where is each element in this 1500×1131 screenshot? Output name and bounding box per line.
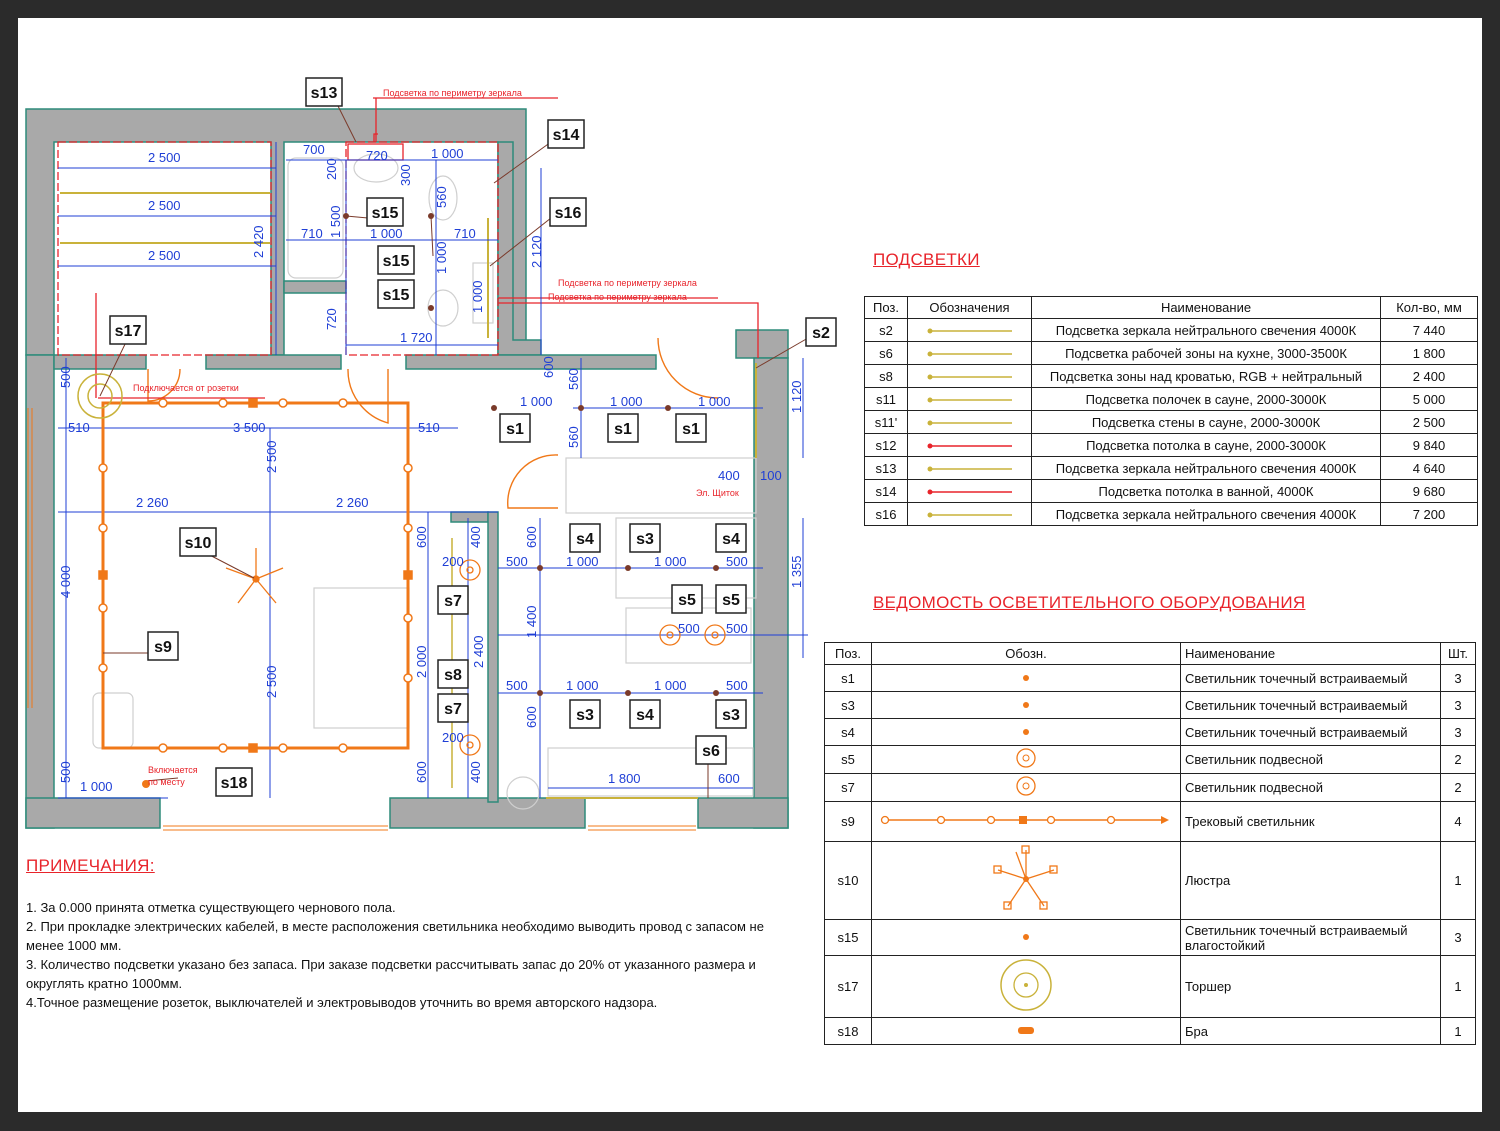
tag-s4 bbox=[716, 524, 746, 552]
tag-s2 bbox=[806, 318, 836, 346]
dimension-label: 560 bbox=[566, 368, 581, 390]
svg-text:s5: s5 bbox=[678, 592, 696, 609]
svg-text:s18: s18 bbox=[220, 775, 248, 792]
dimension-label: 1 000 bbox=[566, 678, 599, 693]
dimension-label: 200 bbox=[442, 554, 464, 569]
dimension-label: 1 000 bbox=[566, 554, 599, 569]
pendant-icon bbox=[872, 774, 1181, 802]
tag-s15 bbox=[378, 246, 414, 274]
dimension-label: 600 bbox=[414, 526, 429, 548]
cell-pos: s17 bbox=[825, 956, 872, 1018]
dimension-label: 510 bbox=[68, 420, 90, 435]
dimension-label: 2 500 bbox=[148, 248, 181, 263]
cell-pos: s2 bbox=[865, 319, 908, 342]
cell-name: Трековый светильник bbox=[1181, 802, 1441, 842]
col-pos: Поз. bbox=[825, 643, 872, 665]
pendant-icon bbox=[872, 746, 1181, 774]
dimension-label: 600 bbox=[541, 356, 556, 378]
dot-icon bbox=[872, 665, 1181, 692]
note-item: 1. За 0.000 принята отметка существующего чернового пола. bbox=[26, 900, 396, 915]
dimension-label: 500 bbox=[506, 554, 528, 569]
svg-text:s14: s14 bbox=[552, 127, 580, 144]
dimension-label: 2 500 bbox=[148, 198, 181, 213]
dimension-label: 720 bbox=[366, 148, 388, 163]
backlights-title: ПОДСВЕТКИ bbox=[873, 250, 980, 269]
cell-name: Подсветка зеркала нейтрального свечения 4000К bbox=[1032, 319, 1381, 342]
tag-s6 bbox=[696, 736, 726, 764]
table-row bbox=[865, 365, 1478, 388]
svg-text:s4: s4 bbox=[722, 531, 740, 548]
tag-s9 bbox=[148, 632, 178, 660]
table-row bbox=[865, 342, 1478, 365]
cell-name: Светильник подвесной bbox=[1181, 774, 1441, 802]
dot-icon bbox=[872, 920, 1181, 956]
svg-text:s2: s2 bbox=[812, 325, 830, 342]
col-qty: Шт. bbox=[1441, 643, 1476, 665]
dimension-label: 1 000 bbox=[80, 779, 113, 794]
svg-text:s15: s15 bbox=[371, 205, 399, 222]
dimension-label: 1 000 bbox=[434, 241, 449, 274]
cell-name: Подсветка полочек в сауне, 2000-3000К bbox=[1032, 388, 1381, 411]
dimension-label: 3 500 bbox=[233, 420, 266, 435]
col-name: Наименование bbox=[1032, 297, 1381, 319]
sconce-icon bbox=[872, 1018, 1181, 1045]
cell-name: Бра bbox=[1181, 1018, 1441, 1045]
cell-pos: s8 bbox=[865, 365, 908, 388]
dimension-label: 400 bbox=[468, 761, 483, 783]
svg-text:s3: s3 bbox=[576, 707, 594, 724]
svg-text:s4: s4 bbox=[576, 531, 594, 548]
tag-s17 bbox=[110, 316, 146, 344]
table-row bbox=[865, 411, 1478, 434]
cell-qty: 2 500 bbox=[1381, 411, 1478, 434]
svg-text:s3: s3 bbox=[636, 531, 654, 548]
dimension-label: 1 800 bbox=[608, 771, 641, 786]
dimension-label: 400 bbox=[718, 468, 740, 483]
dimension-label: 2 420 bbox=[251, 225, 266, 258]
dimension-label: 500 bbox=[58, 366, 73, 388]
dimension-label: 600 bbox=[414, 761, 429, 783]
svg-text:s1: s1 bbox=[614, 421, 632, 438]
table-row bbox=[865, 480, 1478, 503]
cell-name: Торшер bbox=[1181, 956, 1441, 1018]
annotation-text: Включается bbox=[148, 765, 198, 775]
svg-text:s7: s7 bbox=[444, 593, 462, 610]
cell-pos: s16 bbox=[865, 503, 908, 526]
cell-pos: s4 bbox=[825, 719, 872, 746]
dimension-label: 2 500 bbox=[148, 150, 181, 165]
strip-symbol-icon bbox=[908, 388, 1032, 411]
strip-symbol-icon bbox=[908, 480, 1032, 503]
note-item: 3. Количество подсветки указано без запаса. При заказе подсветки рассчитывать запас до 20% от указанного размера и округлять кратно 1000мм. bbox=[26, 957, 756, 991]
table-header bbox=[825, 643, 1476, 665]
table-row bbox=[825, 746, 1476, 774]
cell-qty: 3 bbox=[1441, 665, 1476, 692]
cell-qty: 5 000 bbox=[1381, 388, 1478, 411]
cell-name: Подсветка потолка в ванной, 4000К bbox=[1032, 480, 1381, 503]
cell-pos: s15 bbox=[825, 920, 872, 956]
dimension-label: 500 bbox=[678, 621, 700, 636]
svg-text:s17: s17 bbox=[114, 323, 142, 340]
tag-s1 bbox=[500, 414, 530, 442]
backlights-table bbox=[864, 296, 1478, 526]
table-row bbox=[825, 1018, 1476, 1045]
dimension-label: 2 500 bbox=[264, 665, 279, 698]
svg-text:s1: s1 bbox=[682, 421, 700, 438]
table-row bbox=[865, 319, 1478, 342]
table-row bbox=[825, 719, 1476, 746]
dimension-label: 1 000 bbox=[431, 146, 464, 161]
dot-icon bbox=[872, 692, 1181, 719]
notes-title: ПРИМЕЧАНИЯ: bbox=[26, 856, 155, 875]
tag-s3 bbox=[716, 700, 746, 728]
dimension-label: 720 bbox=[324, 308, 339, 330]
dimension-label: 560 bbox=[434, 186, 449, 208]
cell-name: Люстра bbox=[1181, 842, 1441, 920]
table-row bbox=[825, 802, 1476, 842]
cell-qty: 2 bbox=[1441, 774, 1476, 802]
cell-qty: 3 bbox=[1441, 920, 1476, 956]
svg-text:s3: s3 bbox=[722, 707, 740, 724]
cell-qty: 9 680 bbox=[1381, 480, 1478, 503]
dimension-label: 1 000 bbox=[698, 394, 731, 409]
dimension-label: 600 bbox=[524, 706, 539, 728]
cell-pos: s1 bbox=[825, 665, 872, 692]
dimension-label: 1 120 bbox=[789, 380, 804, 413]
dimension-label: 200 bbox=[324, 158, 339, 180]
col-qty: Кол-во, мм bbox=[1381, 297, 1478, 319]
svg-text:s16: s16 bbox=[554, 205, 582, 222]
cell-qty: 1 bbox=[1441, 842, 1476, 920]
cell-qty: 4 640 bbox=[1381, 457, 1478, 480]
annotation-text: Подключается от розетки bbox=[133, 383, 239, 393]
strip-symbol-icon bbox=[908, 434, 1032, 457]
dimension-label: 2 000 bbox=[414, 645, 429, 678]
tag-s5 bbox=[716, 585, 746, 613]
svg-text:s13: s13 bbox=[310, 85, 338, 102]
cell-pos: s6 bbox=[865, 342, 908, 365]
dimension-label: 400 bbox=[468, 526, 483, 548]
tag-s18 bbox=[216, 768, 252, 796]
dimension-label: 1 000 bbox=[654, 554, 687, 569]
table-row bbox=[865, 457, 1478, 480]
tag-s1 bbox=[676, 414, 706, 442]
tag-s4 bbox=[570, 524, 600, 552]
svg-text:s8: s8 bbox=[444, 667, 462, 684]
table-row bbox=[825, 956, 1476, 1018]
cell-pos: s13 bbox=[865, 457, 908, 480]
cell-pos: s7 bbox=[825, 774, 872, 802]
equipment-title: ВЕДОМОСТЬ ОСВЕТИТЕЛЬНОГО ОБОРУДОВАНИЯ bbox=[873, 593, 1306, 612]
dimension-label: 500 bbox=[726, 621, 748, 636]
dimension-label: 2 260 bbox=[136, 495, 169, 510]
dimension-label: 700 bbox=[303, 142, 325, 157]
cell-qty: 3 bbox=[1441, 692, 1476, 719]
table-row bbox=[825, 692, 1476, 719]
svg-text:s15: s15 bbox=[382, 287, 410, 304]
dimension-label: 1 000 bbox=[520, 394, 553, 409]
tag-s3 bbox=[570, 700, 600, 728]
equipment-table bbox=[824, 642, 1476, 1045]
svg-text:s7: s7 bbox=[444, 701, 462, 718]
dimension-label: 200 bbox=[442, 730, 464, 745]
cell-qty: 2 400 bbox=[1381, 365, 1478, 388]
col-pos: Поз. bbox=[865, 297, 908, 319]
cell-qty: 1 bbox=[1441, 1018, 1476, 1045]
cell-pos: s18 bbox=[825, 1018, 872, 1045]
notes-list bbox=[26, 898, 766, 1012]
cell-qty: 3 bbox=[1441, 719, 1476, 746]
dimension-lines bbox=[58, 142, 808, 798]
floor-plan bbox=[18, 18, 830, 848]
tag-s15 bbox=[378, 280, 414, 308]
dimension-label: 1 000 bbox=[654, 678, 687, 693]
dimension-label: 2 400 bbox=[471, 635, 486, 668]
cell-qty: 1 bbox=[1441, 956, 1476, 1018]
col-name: Наименование bbox=[1181, 643, 1441, 665]
svg-text:s15: s15 bbox=[382, 253, 410, 270]
strip-symbol-icon bbox=[908, 319, 1032, 342]
cell-pos: s3 bbox=[825, 692, 872, 719]
table-row bbox=[865, 503, 1478, 526]
dimension-label: 1 355 bbox=[789, 555, 804, 588]
cell-pos: s12 bbox=[865, 434, 908, 457]
dimension-label: 300 bbox=[398, 164, 413, 186]
table-row bbox=[865, 388, 1478, 411]
cell-name: Подсветка зеркала нейтрального свечения 4000К bbox=[1032, 457, 1381, 480]
dimension-label: 100 bbox=[760, 468, 782, 483]
chandelier bbox=[226, 548, 283, 603]
dimension-label: 1 400 bbox=[524, 605, 539, 638]
strip-symbol-icon bbox=[908, 342, 1032, 365]
annotation-text: Эл. Щиток bbox=[696, 488, 739, 498]
tag-s14 bbox=[548, 120, 584, 148]
dimension-label: 2 120 bbox=[529, 235, 544, 268]
svg-text:s9: s9 bbox=[154, 639, 172, 656]
cell-name: Подсветка зоны над кроватью, RGB + нейтральный bbox=[1032, 365, 1381, 388]
cell-name: Светильник точечный встраиваемый влагостойкий bbox=[1181, 920, 1441, 956]
strip-symbol-icon bbox=[908, 503, 1032, 526]
tag-s16 bbox=[550, 198, 586, 226]
strip-symbol-icon bbox=[908, 411, 1032, 434]
strip-symbol-icon bbox=[908, 457, 1032, 480]
col-symbol: Обозн. bbox=[872, 643, 1181, 665]
cell-qty: 2 bbox=[1441, 746, 1476, 774]
windows bbox=[28, 408, 696, 830]
cell-name: Подсветка потолка в сауне, 2000-3000К bbox=[1032, 434, 1381, 457]
dimension-label: 500 bbox=[58, 761, 73, 783]
cell-name: Подсветка зеркала нейтрального свечения 4000К bbox=[1032, 503, 1381, 526]
dimension-label: 2 500 bbox=[264, 440, 279, 473]
dimension-label: 510 bbox=[418, 420, 440, 435]
tag-s10 bbox=[180, 528, 216, 556]
table-row bbox=[825, 920, 1476, 956]
tag-s4 bbox=[630, 700, 660, 728]
cell-pos: s11' bbox=[865, 411, 908, 434]
svg-text:s10: s10 bbox=[184, 535, 212, 552]
dimension-label: 710 bbox=[301, 226, 323, 241]
annotation-text: Подсветка по периметру зеркала bbox=[383, 88, 522, 98]
cell-pos: s11 bbox=[865, 388, 908, 411]
chandelier-icon bbox=[872, 842, 1181, 920]
tag-s15 bbox=[367, 198, 403, 226]
cell-name: Подсветка рабочей зоны на кухне, 3000-3500К bbox=[1032, 342, 1381, 365]
dot-icon bbox=[872, 719, 1181, 746]
note-item: 4.Точное размещение розеток, выключателей и электровыводов уточнить во время авторского надзора. bbox=[26, 995, 658, 1010]
tag-s1 bbox=[608, 414, 638, 442]
annotation-text: Подсветка по периметру зеркала bbox=[558, 278, 697, 288]
col-symbol: Обозначения bbox=[908, 297, 1032, 319]
cell-qty: 1 800 bbox=[1381, 342, 1478, 365]
dimension-label: 1 500 bbox=[328, 205, 343, 238]
cell-pos: s14 bbox=[865, 480, 908, 503]
dimension-label: 600 bbox=[524, 526, 539, 548]
tag-s7 bbox=[438, 586, 468, 614]
tag-s7 bbox=[438, 694, 468, 722]
dimension-label: 600 bbox=[718, 771, 740, 786]
cell-name: Подсветка стены в сауне, 2000-3000К bbox=[1032, 411, 1381, 434]
dimension-label: 1 000 bbox=[470, 280, 485, 313]
svg-text:s4: s4 bbox=[636, 707, 654, 724]
track-icon bbox=[872, 802, 1181, 842]
dimension-label: 1 720 bbox=[400, 330, 433, 345]
cell-qty: 7 200 bbox=[1381, 503, 1478, 526]
dimension-label: 500 bbox=[726, 678, 748, 693]
table-row bbox=[825, 774, 1476, 802]
dimension-label: 1 000 bbox=[610, 394, 643, 409]
cell-name: Светильник точечный встраиваемый bbox=[1181, 719, 1441, 746]
note-item: 2. При прокладке электрических кабелей, в месте расположения светильника необходимо выводить провод с запасом не менее 1000 мм. bbox=[26, 919, 764, 953]
cell-name: Светильник точечный встраиваемый bbox=[1181, 665, 1441, 692]
table-row bbox=[865, 434, 1478, 457]
svg-text:s6: s6 bbox=[702, 743, 720, 760]
annotation-text: Подсветка по периметру зеркала bbox=[548, 292, 687, 302]
table-header bbox=[865, 297, 1478, 319]
dimension-label: 560 bbox=[566, 426, 581, 448]
dimension-label: 500 bbox=[726, 554, 748, 569]
tag-s3 bbox=[630, 524, 660, 552]
dimension-label: 710 bbox=[454, 226, 476, 241]
cell-pos: s5 bbox=[825, 746, 872, 774]
tag-s13 bbox=[306, 78, 342, 106]
table-row bbox=[825, 842, 1476, 920]
floor-lamp-icon bbox=[872, 956, 1181, 1018]
annotation-text: по месту bbox=[148, 777, 185, 787]
drawing-sheet bbox=[18, 18, 1482, 1112]
cell-pos: s10 bbox=[825, 842, 872, 920]
dimension-label: 500 bbox=[506, 678, 528, 693]
tag-s8 bbox=[438, 660, 468, 688]
cell-qty: 7 440 bbox=[1381, 319, 1478, 342]
svg-text:s1: s1 bbox=[506, 421, 524, 438]
cell-qty: 4 bbox=[1441, 802, 1476, 842]
dimension-label: 1 000 bbox=[370, 226, 403, 241]
tag-s5 bbox=[672, 585, 702, 613]
table-row bbox=[825, 665, 1476, 692]
svg-text:s5: s5 bbox=[722, 592, 740, 609]
strip-symbol-icon bbox=[908, 365, 1032, 388]
dimension-label: 2 260 bbox=[336, 495, 369, 510]
cell-name: Светильник подвесной bbox=[1181, 746, 1441, 774]
cell-qty: 9 840 bbox=[1381, 434, 1478, 457]
cell-name: Светильник точечный встраиваемый bbox=[1181, 692, 1441, 719]
cell-pos: s9 bbox=[825, 802, 872, 842]
dimension-label: 4 000 bbox=[58, 565, 73, 598]
